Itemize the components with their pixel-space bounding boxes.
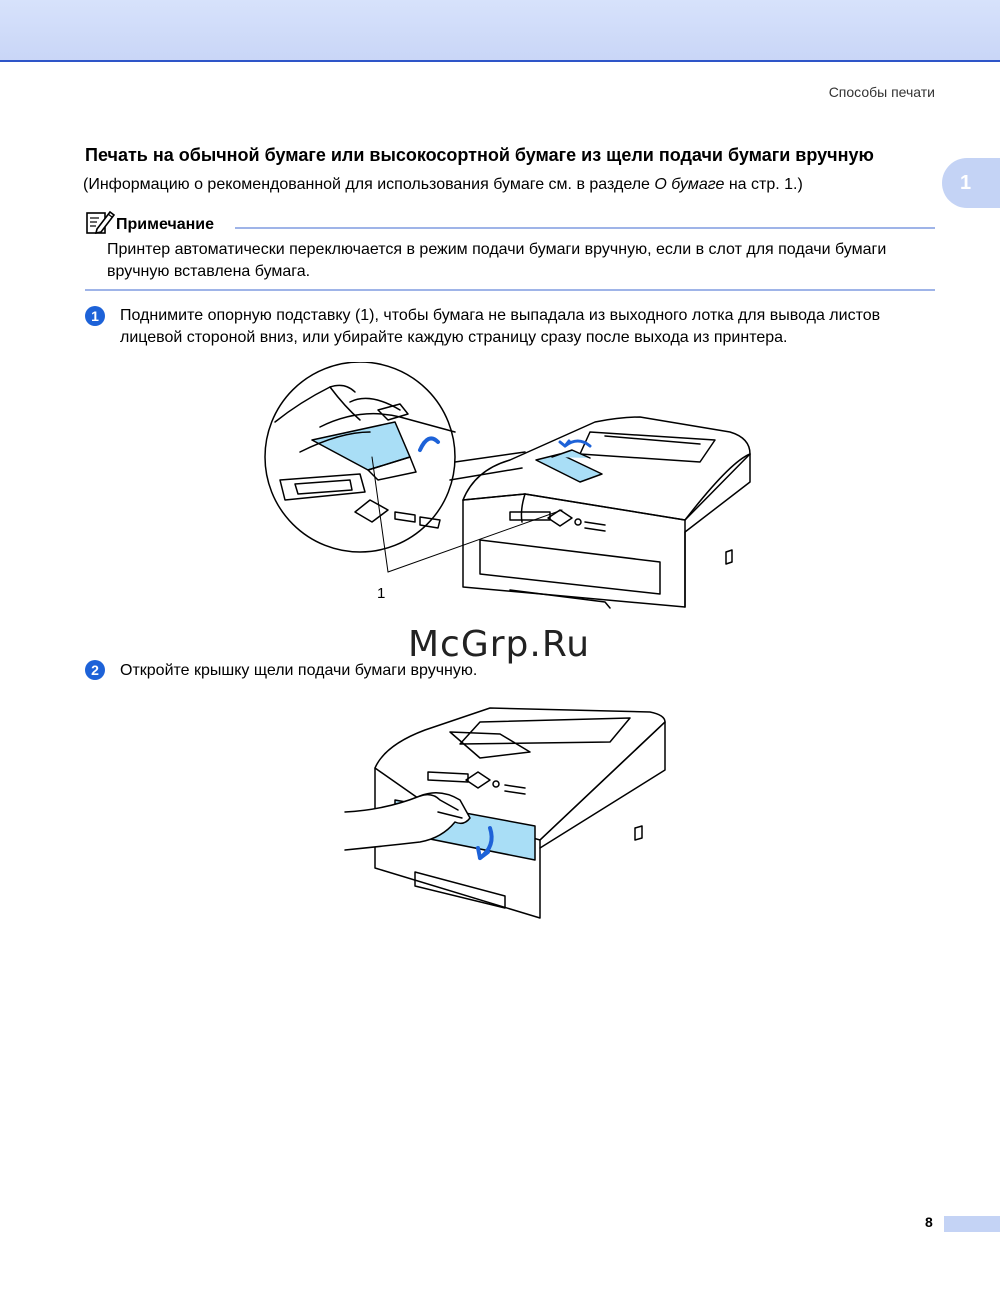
step-1-badge: 1 bbox=[85, 306, 105, 326]
section-heading: Печать на обычной бумаге или высокосортной бумаге из щели подачи бумаги вручную bbox=[85, 145, 874, 165]
step-2-text: Откройте крышку щели подачи бумаги вручную. bbox=[120, 662, 478, 679]
note-pencil-icon bbox=[85, 208, 115, 236]
step-2-badge: 2 bbox=[85, 660, 105, 680]
note-header bbox=[85, 208, 935, 236]
running-title: Способы печати bbox=[828, 84, 935, 100]
note-title: Примечание bbox=[116, 216, 215, 233]
step-1-text: Поднимите опорную подставку (1), чтобы бумага не выпадала из выходного лотка для вывода листов лицевой стороной вниз, или убирайте каждую страницу сразу после выхода из принтера. bbox=[120, 307, 881, 346]
chapter-tab bbox=[942, 158, 1000, 208]
note-text: Принтер автоматически переключается в режим подачи бумаги вручную, если в слот для подачи бумаги вручную вставлена бумага. bbox=[107, 241, 887, 280]
chapter-number: 1 bbox=[960, 171, 972, 194]
manual-feed-cover-illustration bbox=[340, 700, 670, 925]
page-number-bar bbox=[944, 1216, 1000, 1232]
note-divider bbox=[235, 227, 935, 229]
page-number: 8 bbox=[925, 1214, 933, 1230]
ref-prefix: (Информацию о рекомендованной для использования бумаге см. в разделе bbox=[83, 176, 655, 193]
top-header-band bbox=[0, 0, 1000, 62]
paper-reference bbox=[83, 176, 803, 194]
watermark: McGrp.Ru bbox=[408, 624, 591, 665]
printer-support-flap-illustration bbox=[260, 362, 770, 612]
note-bottom-divider bbox=[85, 289, 935, 291]
ref-link[interactable]: О бумаге bbox=[654, 176, 725, 193]
callout-label-1: 1 bbox=[377, 585, 386, 602]
ref-suffix: на стр. 1.) bbox=[724, 176, 803, 193]
